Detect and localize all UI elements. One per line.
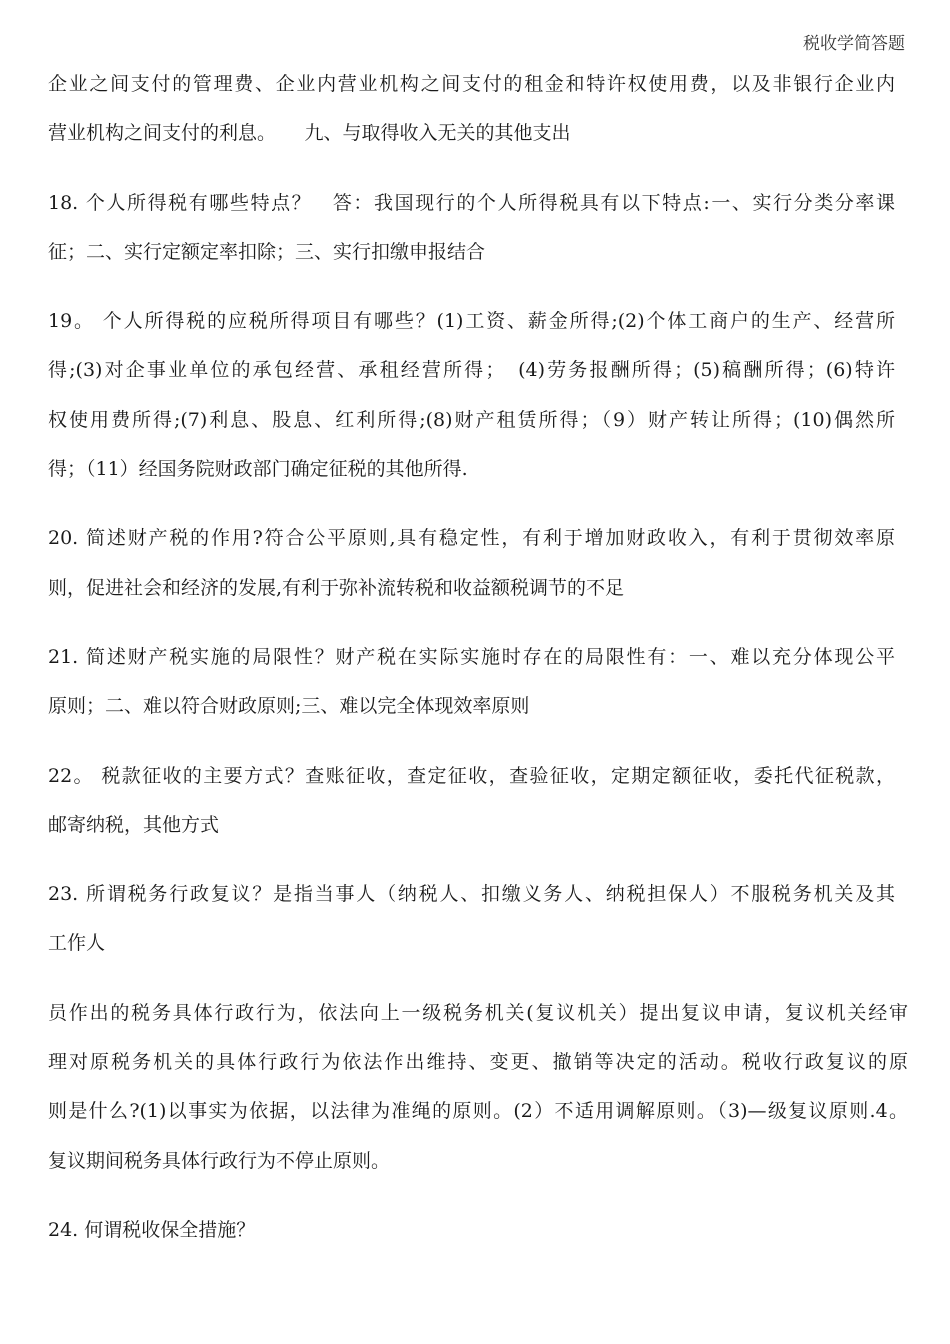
- paragraph-line: 企业之间支付的管理费、企业内营业机构之间支付的租金和特许权使用费，以及非银行企业内: [48, 73, 895, 95]
- qa-item-23-continued: [48, 989, 908, 1186]
- paragraph-line: 员作出的税务具体行政行为，依法向上一级税务机关(复议机关）提出复议申请，复议机关经审: [48, 1001, 908, 1024]
- paragraph-line: 22。 税款征收的主要方式？查账征收，查定征收，查验征收，定期定额征收，委托代征税款，: [48, 764, 895, 787]
- paragraph-line: 复议期间税务具体行政行为不停止原则。: [48, 1149, 391, 1172]
- paragraph-line: 18. 个人所得税有哪些特点？ 答：我国现行的个人所得税具有以下特点:一、实行分类分率课: [48, 191, 895, 214]
- page-header-title: 税收学简答题: [803, 34, 905, 54]
- qa-item-23: [48, 870, 895, 969]
- qa-item-21: [48, 633, 895, 732]
- paragraph-line: 19。 个人所得税的应税所得项目有哪些？(1)工资、薪金所得;(2)个体工商户的生产、经营所: [48, 310, 895, 333]
- qa-item-20: [48, 514, 895, 613]
- qa-item-24: [48, 1206, 895, 1255]
- paragraph-line: 理对原税务机关的具体行政行为依法作出维持、变更、撤销等决定的活动。税收行政复议的原: [48, 1051, 908, 1074]
- paragraph-line: 权使用费所得;(7)利息、股息、红利所得;(8)财产租赁所得；（9）财产转让所得；(10)偶然所: [48, 408, 895, 431]
- paragraph-line: 营业机构之间支付的利息。 九、与取得收入无关的其他支出: [48, 122, 571, 145]
- paragraph-line: 则是什么?(1)以事实为依据，以法律为准绳的原则。(2）不适用调解原则。（3)—级复议原则.4。: [48, 1100, 908, 1123]
- paragraph-line: 20. 简述财产税的作用?符合公平原则,具有稳定性，有利于增加财政收入，有利于贯彻效率原: [48, 527, 895, 550]
- paragraph-continuation: [48, 60, 895, 159]
- paragraph-line: 得；（11）经国务院财政部门确定征税的其他所得.: [48, 458, 468, 481]
- paragraph-line: 原则；二、难以符合财政原则;三、难以完全体现效率原则: [48, 695, 530, 718]
- paragraph-line: 21. 简述财产税实施的局限性？财产税在实际实施时存在的局限性有：一、难以充分体现公平: [48, 645, 895, 668]
- paragraph-line: 邮寄纳税，其他方式: [48, 813, 220, 836]
- qa-item-22: [48, 752, 895, 851]
- qa-item-18: [48, 179, 895, 278]
- paragraph-line: 则，促进社会和经济的发展,有利于弥补流转税和收益额税调节的不足: [48, 576, 625, 599]
- paragraph-line: 24. 何谓税收保全措施？: [48, 1218, 256, 1241]
- paragraph-line: 工作人: [48, 932, 106, 955]
- paragraph-line: 得;(3)对企事业单位的承包经营、承租经营所得； (4)劳务报酬所得；(5)稿酬所得；(6)特许: [48, 359, 895, 382]
- document-body: [48, 60, 908, 1275]
- paragraph-line: 23. 所谓税务行政复议？是指当事人（纳税人、扣缴义务人、纳税担保人）不服税务机关及其: [48, 883, 895, 906]
- paragraph-line: 征；二、实行定额定率扣除；三、实行扣缴申报结合: [48, 240, 486, 263]
- qa-item-19: [48, 297, 895, 494]
